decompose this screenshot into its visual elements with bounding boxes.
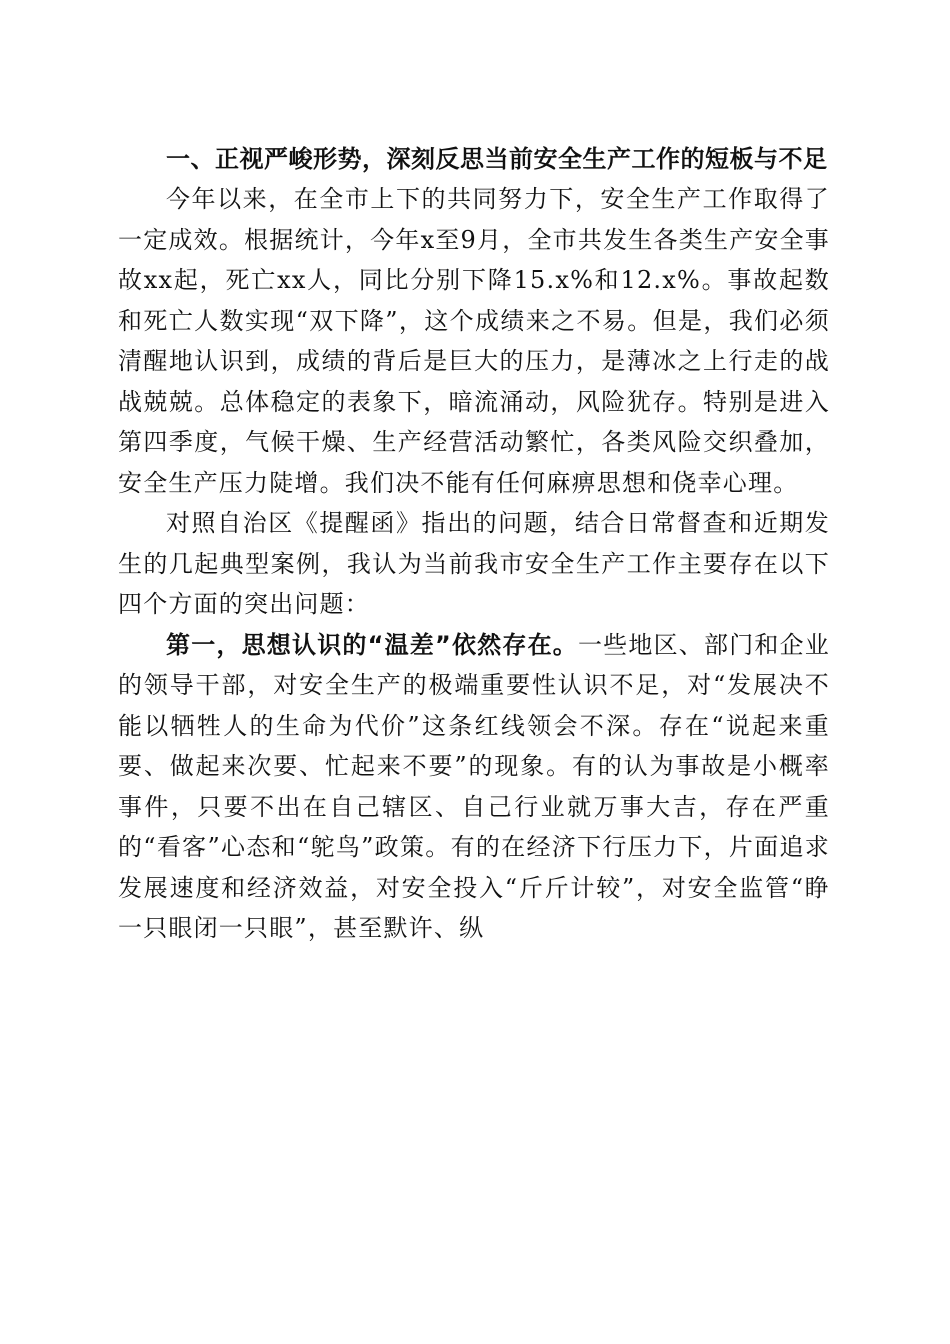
paragraph-overview: 今年以来，在全市上下的共同努力下，安全生产工作取得了一定成效。根据统计，今年x至9月，全市共发生各类生产安全事故xx起，死亡xx人，同比分别下降15.x%和12.x%。事故起数和死亡人数实现“双下降”，这个成绩来之不易。但是，我们必须清醒地认识到，成绩的背后是巨大的压力，是薄冰之上行走的战战兢兢。总体稳定的表象下，暗流涌动，风险犹存。特别是进入第四季度，气候干燥、生产经营活动繁忙，各类风险交织叠加，安全生产压力陡增。我们决不能有任何麻痹思想和侥幸心理。 <box>118 185 830 497</box>
section-heading: 一、正视严峻形势，深刻反思当前安全生产工作的短板与不足 <box>166 145 828 173</box>
paragraph-point-one <box>118 625 830 949</box>
point-one-body: 一些地区、部门和企业的领导干部，对安全生产的极端重要性认识不足，对“发展决不能以牺牲人的生命为代价”这条红线领会不深。存在“说起来重要、做起来次要、忙起来不要”的现象。有的认为事故是小概率事件，只要不出在自己辖区、自己行业就万事大吉，存在严重的“看客”心态和“鸵鸟”政策。有的在经济下行压力下，片面追求发展速度和经济效益，对安全投入“斤斤计较”，对安全监管“睁一只眼闭一只眼”，甚至默许、纵 <box>118 630 830 942</box>
paragraph-problems-intro: 对照自治区《提醒函》指出的问题，结合日常督查和近期发生的几起典型案例，我认为当前我市安全生产工作主要存在以下四个方面的突出问题： <box>118 509 830 618</box>
point-one-lead: 第一，思想认识的“温差”依然存在。 <box>166 630 578 659</box>
document-page <box>118 140 830 949</box>
